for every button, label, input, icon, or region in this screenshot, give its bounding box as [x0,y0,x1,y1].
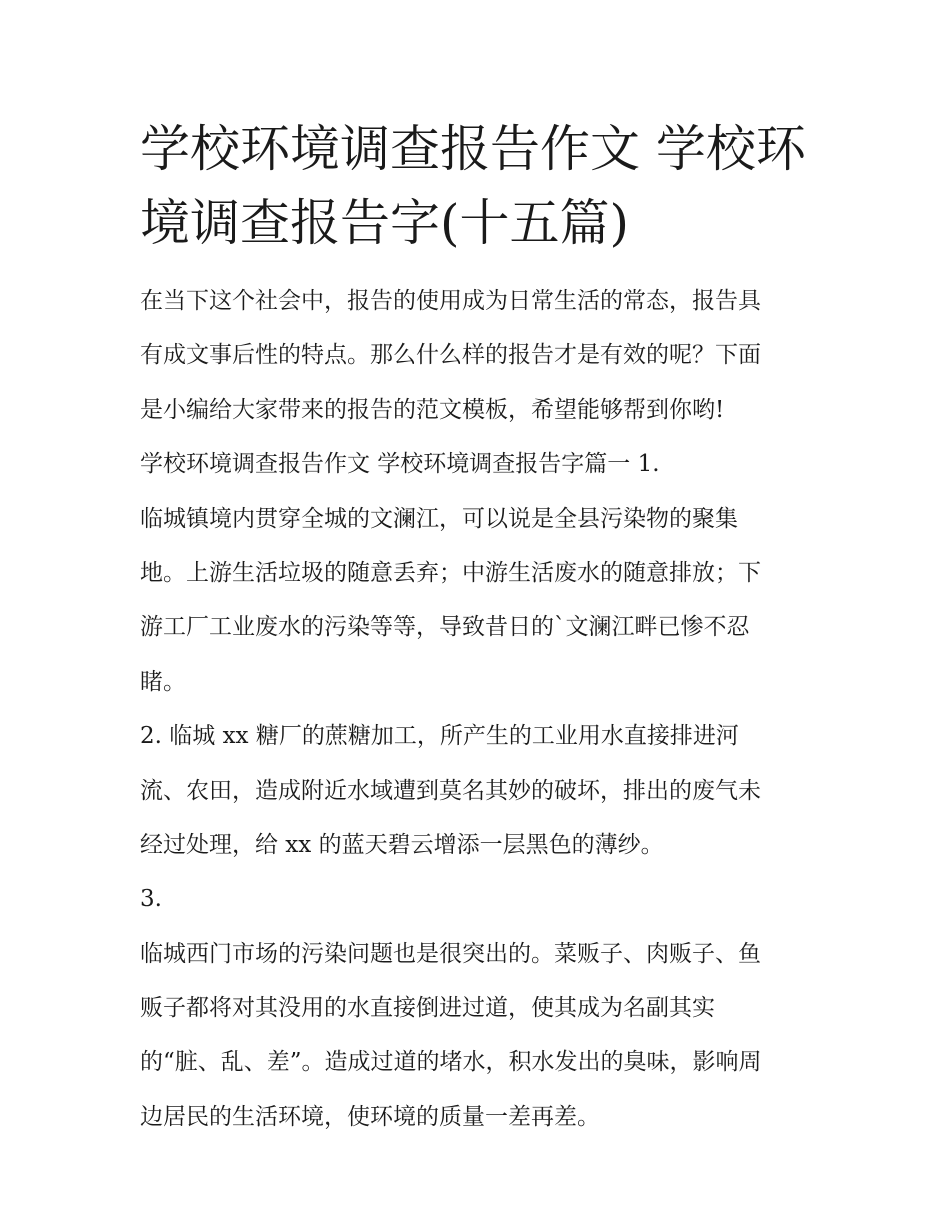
body-line: 边居民的生活环境，使环境的质量一差再差。 [140,1103,600,1130]
body-line: 临城西门市场的污染问题也是很突出的。菜贩子、肉贩子、鱼 [140,940,761,967]
document-body [140,282,820,1152]
body-line: 流、农田，造成附近水域遭到莫名其妙的破坏，排出的废气未 [140,777,761,804]
document-title [140,112,830,260]
title-line-2: 境调查报告字(十五篇) [140,194,630,252]
body-line: 经过处理，给 xx 的蓝天碧云增添一层黑色的薄纱。 [140,831,664,858]
list-number: 3. [140,886,162,913]
body-line: 在当下这个社会中，报告的使用成为日常生活的常态，报告具 [140,288,761,314]
body-line: 地。上游生活垃圾的随意丢弃；中游生活废水的随意排放；下 [140,559,761,586]
body-line: 游工厂工业废水的污染等等，导致昔日的`文澜江畔已惨不忍 [140,614,750,641]
body-line: 是小编给大家带来的报告的范文模板，希望能够帮到你哟! [140,396,725,423]
body-line: 睹。 [140,668,186,695]
title-line-1: 学校环境调查报告作文 学校环 [140,120,806,178]
section-heading: 学校环境调查报告作文 学校环境调查报告字篇一 1. [140,451,660,478]
body-line: 有成文事后性的特点。那么什么样的报告才是有效的呢？下面 [140,342,761,369]
body-line: 的“脏、乱、差”。造成过道的堵水，积水发出的臭味，影响周 [140,1049,762,1076]
body-line: 2. 临城 xx 糖厂的蔗糖加工，所产生的工业用水直接排进河 [140,723,739,750]
body-line: 贩子都将对其没用的水直接倒进过道，使其成为名副其实 [140,995,715,1022]
body-line: 临城镇境内贯穿全城的文澜江，可以说是全县污染物的聚集 [140,505,738,532]
